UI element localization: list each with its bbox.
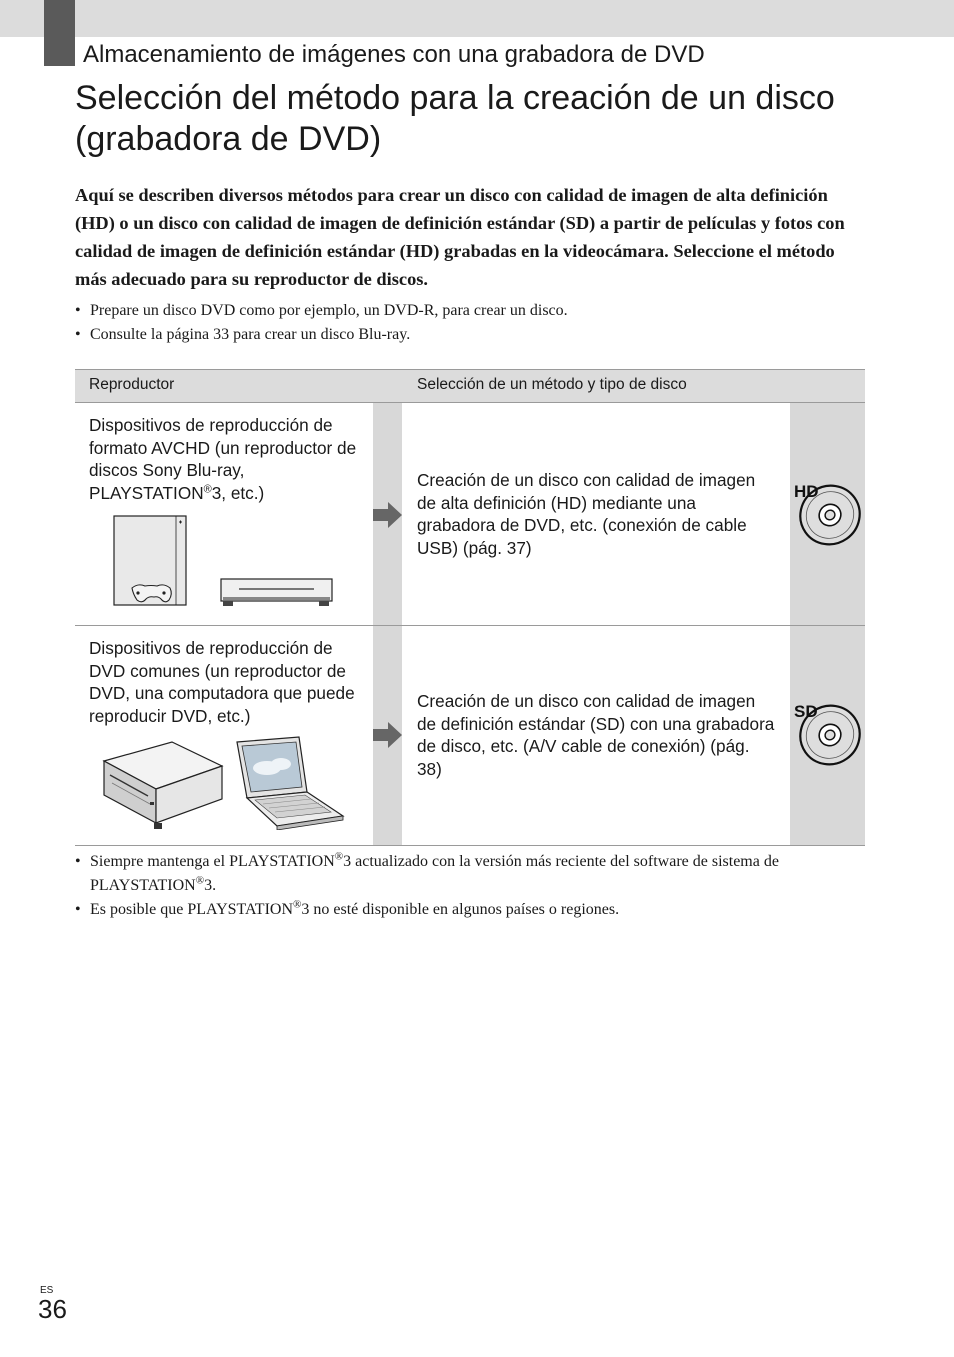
registered-mark: ® (203, 482, 212, 495)
registered-mark: ® (334, 850, 344, 863)
note-text: 3 no esté disponible en algunos países o regiones. (301, 901, 620, 918)
arrow-right-icon (373, 502, 402, 528)
disc-column (790, 403, 865, 625)
disc-icon (790, 697, 865, 772)
column-header-method: Selección de un método y tipo de disco (417, 376, 687, 393)
disc-label: SD (794, 702, 818, 721)
disc-label: HD (794, 482, 819, 501)
column-header-player: Reproductor (89, 376, 175, 393)
registered-mark: ® (293, 898, 302, 911)
player-text-part: Dispositivos de reproducción de formato AVCHD (un reproductor de discos Sony Blu-ray, PLAYSTATION (89, 415, 357, 503)
note-item (75, 850, 875, 898)
arrow-column (373, 626, 402, 845)
player-description (89, 414, 369, 504)
player-description: Dispositivos de reproducción de DVD comunes (un reproductor de DVD, una computadora que puede reproducir DVD, etc.) (89, 638, 355, 726)
laptop-illustration (233, 734, 345, 830)
note-item (75, 898, 875, 922)
footnotes-list (75, 850, 875, 922)
page-number: 36 (38, 1294, 67, 1324)
page-title: Selección del método para la creación de un disco (grabadora de DVD) (75, 79, 835, 158)
note-item: • Consulte la página 33 para crear un disco Blu-ray. (75, 323, 875, 347)
section-title: Almacenamiento de imágenes con una grabadora de DVD (83, 41, 705, 68)
note-text: Siempre mantenga el PLAYSTATION (90, 853, 335, 870)
table-row (75, 626, 865, 846)
game-console-illustration (112, 514, 192, 609)
note-item: • Prepare un disco DVD como por ejemplo, un DVD-R, para crear un disco. (75, 299, 875, 323)
blu-ray-player-illustration (219, 576, 335, 610)
note-text: Es posible que PLAYSTATION (90, 901, 294, 918)
dvd-player-illustration (100, 739, 226, 831)
intro-paragraph: Aquí se describen diversos métodos para crear un disco con calidad de imagen de alta definición (HD) o un disco con calidad de imagen de definición estándar (SD) a partir de películas y fotos con calidad de imagen de definición estándar (HD) grabadas en la videocámara. Seleccione el método más adecuado para su reproductor de discos. (75, 185, 845, 289)
disc-icon (790, 477, 865, 552)
header-bar (0, 0, 954, 37)
table-header (75, 369, 865, 403)
disc-column (790, 626, 865, 845)
method-description: Creación de un disco con calidad de imagen de alta definición (HD) mediante una grabadora de DVD, etc. (conexión de cable USB) (pág. 37) (417, 470, 756, 558)
section-tab-marker (44, 0, 75, 66)
note-text: 3 actualizado con la versión más reciente del software de sistema de PLAYSTATION (90, 853, 779, 894)
player-text-part: 3, etc.) (211, 482, 265, 503)
method-description: Creación de un disco con calidad de imagen de definición estándar (SD) con una grabadora de disco, etc. (A/V cable de conexión) (pág. 38) (417, 691, 775, 779)
method-table (75, 369, 865, 845)
note-text: 3. (204, 877, 217, 894)
table-row (75, 403, 865, 626)
arrow-right-icon (373, 722, 402, 748)
language-code: ES (40, 1285, 54, 1296)
arrow-column (373, 403, 402, 625)
notes-list (75, 299, 875, 347)
registered-mark: ® (195, 874, 205, 887)
